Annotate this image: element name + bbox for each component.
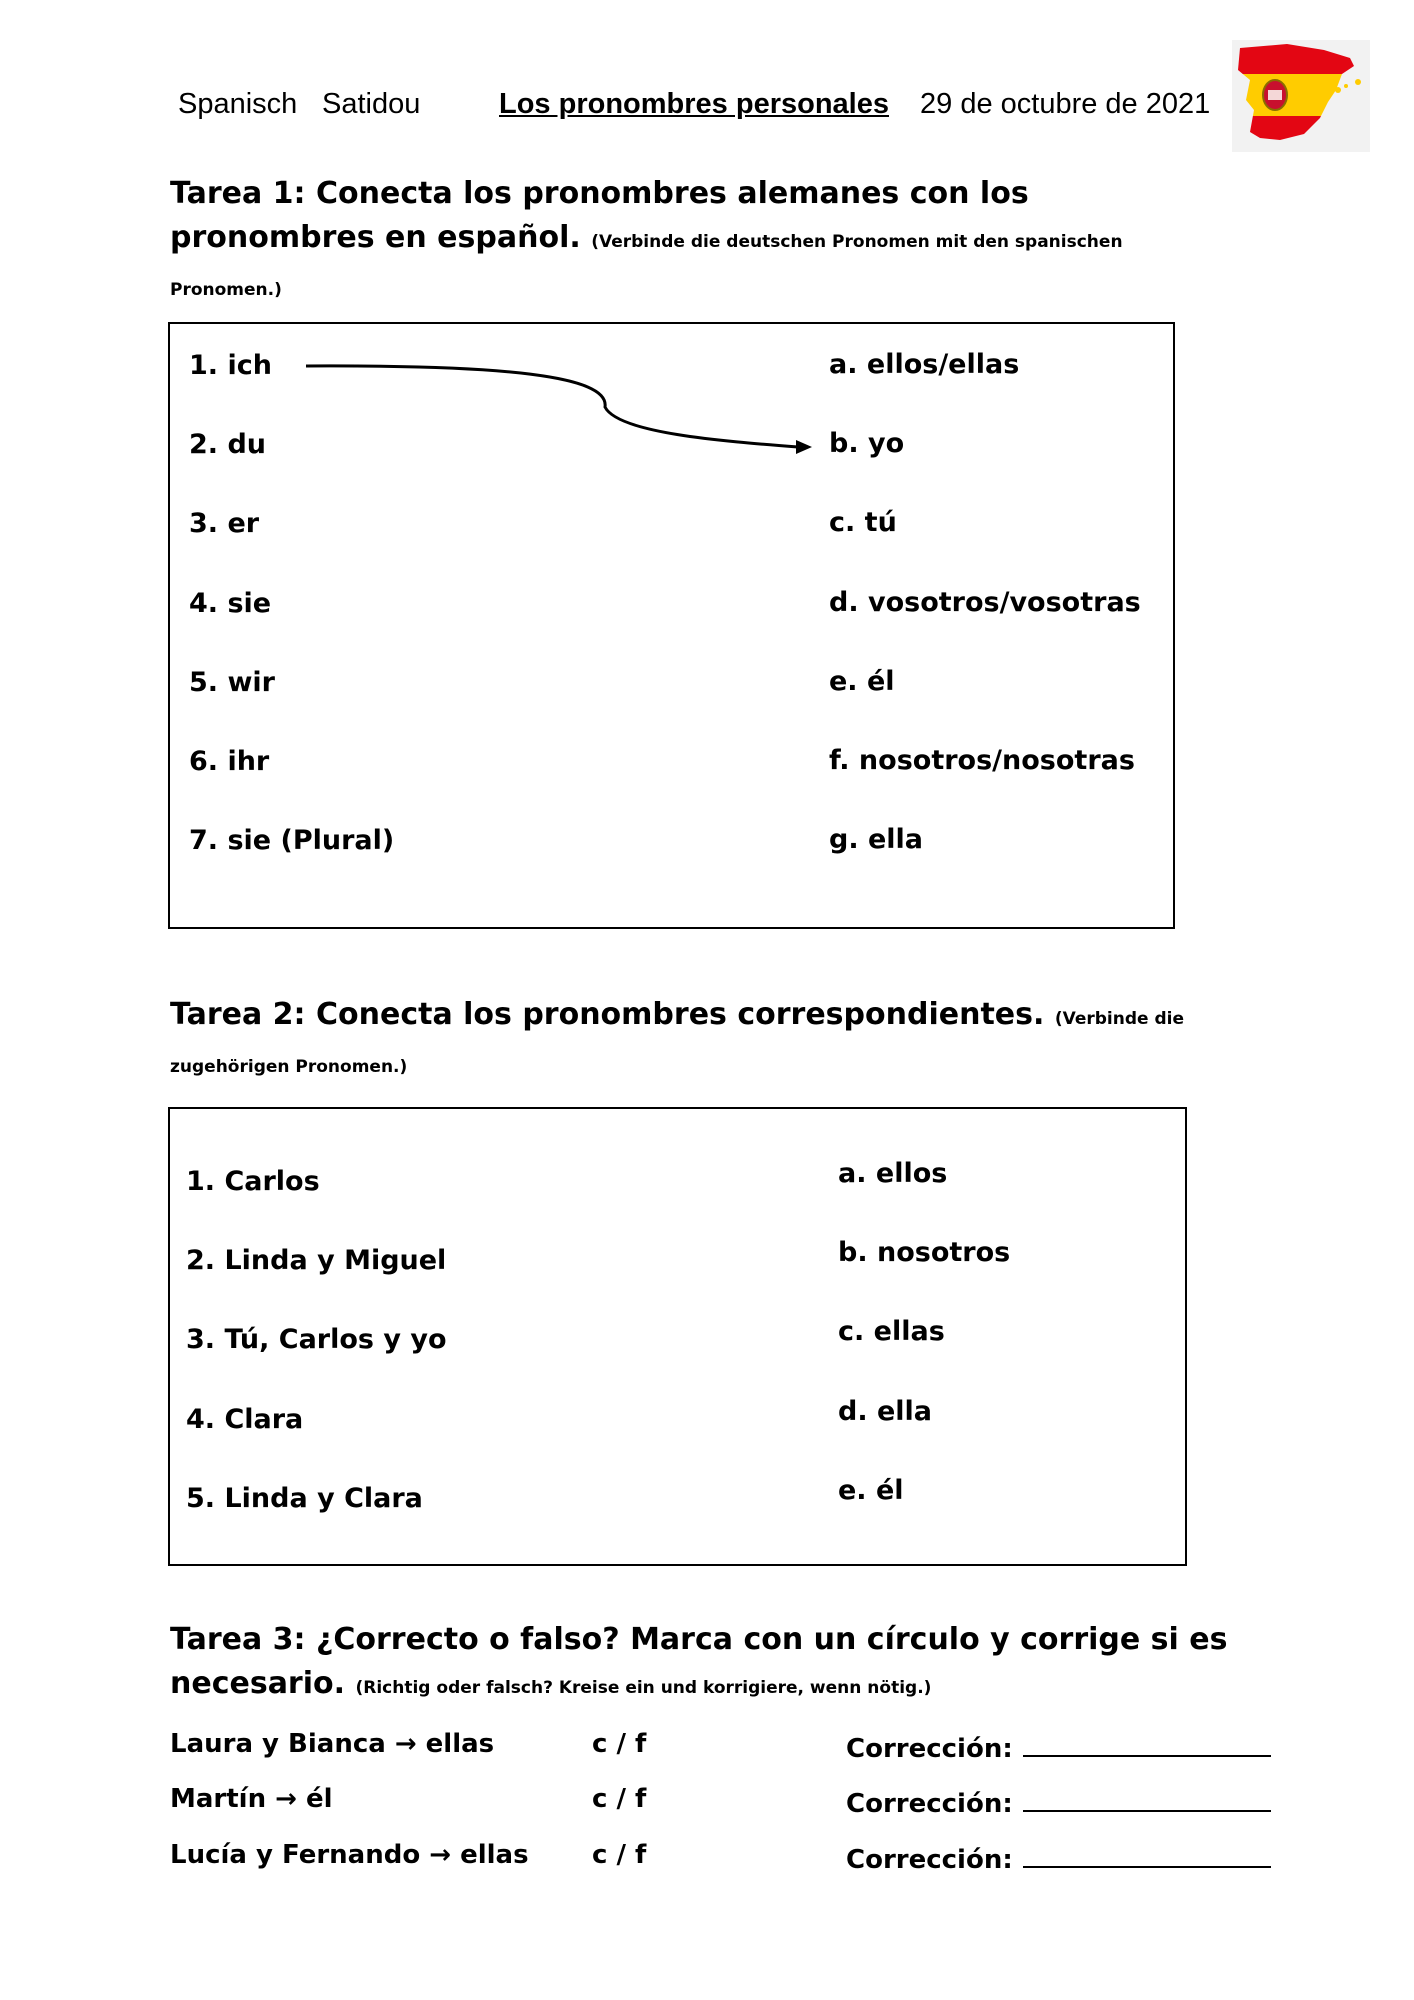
task3-statement: Laura y Bianca → ellas <box>170 1729 495 1759</box>
task1-left-item: 7. sie (Plural) <box>189 825 395 856</box>
task1-right-item: f. nosotros/nosotras <box>829 745 1135 776</box>
spain-flag-map-icon <box>1232 40 1370 152</box>
task2-left-item: 4. Clara <box>186 1404 304 1435</box>
task2-left-item: 2. Linda y Miguel <box>186 1245 447 1276</box>
task3-options[interactable]: c / f <box>592 1729 647 1759</box>
task2-title <box>170 993 1230 1089</box>
task3-title <box>170 1618 1230 1710</box>
task2-right-item: c. ellas <box>838 1316 945 1347</box>
task3-statement: Martín → él <box>170 1784 333 1814</box>
task2-right-item: a. ellos <box>838 1158 948 1189</box>
task1-left-item: 1. ich <box>189 350 272 381</box>
task1-left-item: 2. du <box>189 429 266 460</box>
correction-label: Corrección: <box>846 1789 1013 1819</box>
teacher-name: Satidou <box>322 88 421 120</box>
example-connector-arrow <box>300 355 820 455</box>
task1-right-item: b. yo <box>829 428 905 459</box>
task1-right-item: c. tú <box>829 507 897 538</box>
task1-left-item: 4. sie <box>189 588 272 619</box>
correction-label: Corrección: <box>846 1734 1013 1764</box>
task1-left-item: 5. wir <box>189 667 275 698</box>
task2-title-sub: (Verbinde die zugehörigen Pronomen.) <box>170 1009 1184 1077</box>
task3-options[interactable]: c / f <box>592 1784 647 1814</box>
task1-title <box>170 172 1230 312</box>
task1-right-item: a. ellos/ellas <box>829 349 1020 380</box>
task3-options[interactable]: c / f <box>592 1840 647 1870</box>
task1-right-item: g. ella <box>829 824 924 855</box>
task2-left-item: 5. Linda y Clara <box>186 1483 423 1514</box>
task1-right-item: d. vosotros/vosotras <box>829 587 1141 618</box>
task1-left-item: 6. ihr <box>189 746 270 777</box>
task1-title-main: Tarea 1: Conecta los pronombres alemanes con los pronombres en español. <box>170 176 1029 255</box>
correction-blank[interactable] <box>1023 1729 1271 1757</box>
task3-title-main: Tarea 3: ¿Correcto o falso? Marca con un círculo y corrige si es necesario. <box>170 1622 1228 1701</box>
task3-title-sub: (Richtig oder falsch? Kreise ein und korrigiere, wenn nötig.) <box>355 1678 932 1698</box>
task3-correction <box>846 1840 1271 1875</box>
task1-left-item: 3. er <box>189 508 260 539</box>
task2-right-item: e. él <box>838 1475 904 1506</box>
task2-left-item: 1. Carlos <box>186 1166 320 1197</box>
task3-statement: Lucía y Fernando → ellas <box>170 1840 529 1870</box>
task2-right-item: b. nosotros <box>838 1237 1011 1268</box>
task1-title-sub: (Verbinde die deutschen Pronomen mit den spanischen Pronomen.) <box>170 232 1123 300</box>
correction-blank[interactable] <box>1023 1784 1271 1812</box>
task3-correction <box>846 1784 1271 1819</box>
task1-right-item: e. él <box>829 666 895 697</box>
subject-label: Spanisch <box>178 88 298 120</box>
task2-title-main: Tarea 2: Conecta los pronombres correspondientes. <box>170 997 1045 1032</box>
task3-correction <box>846 1729 1271 1764</box>
worksheet-title: Los pronombres personales <box>499 88 889 120</box>
task2-right-item: d. ella <box>838 1396 933 1427</box>
task2-left-item: 3. Tú, Carlos y yo <box>186 1324 447 1355</box>
worksheet-date: 29 de octubre de 2021 <box>920 88 1211 120</box>
correction-blank[interactable] <box>1023 1840 1271 1868</box>
correction-label: Corrección: <box>846 1845 1013 1875</box>
